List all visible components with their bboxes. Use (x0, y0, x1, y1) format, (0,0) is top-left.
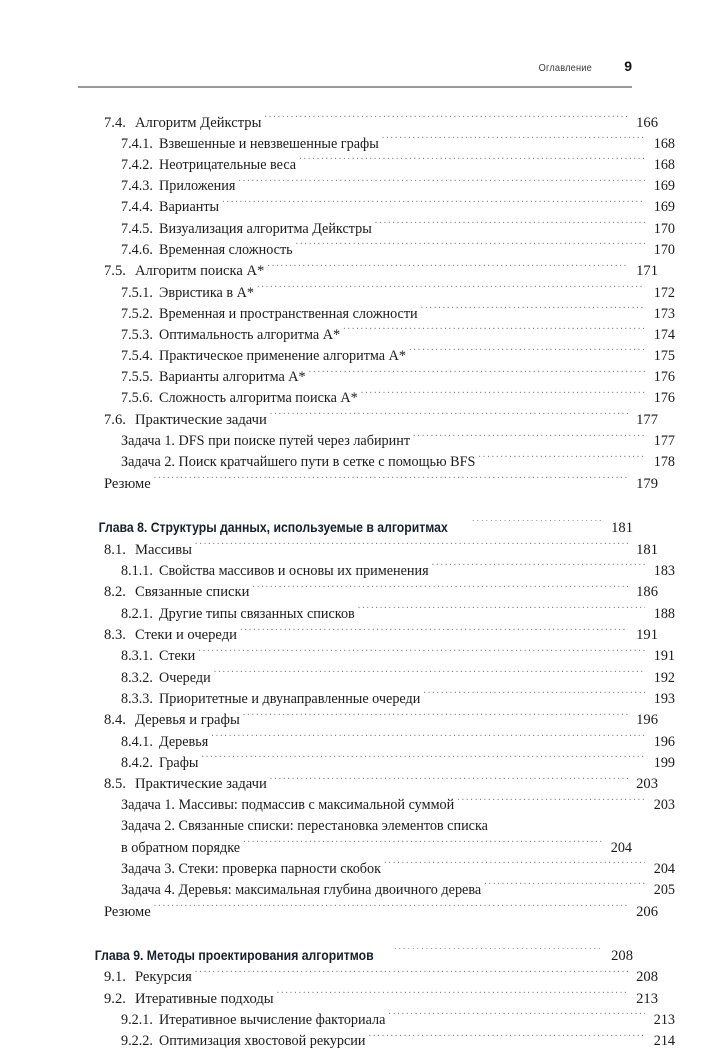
toc-entry[interactable] (121, 816, 632, 858)
dot-leader (267, 261, 628, 276)
toc-entry[interactable] (104, 539, 658, 561)
dot-leader (243, 837, 602, 851)
dot-leader (270, 774, 628, 789)
toc-entry-number: 7.5.6. (121, 390, 153, 407)
toc-page-number: 191 (636, 627, 658, 644)
toc-page-number: 205 (653, 882, 675, 899)
toc-page-number: 206 (636, 903, 658, 920)
toc-entry[interactable] (121, 880, 675, 901)
toc-page-number: 172 (653, 284, 675, 301)
toc-entry-title: Итеративные подходы (135, 990, 274, 1007)
toc-entry-number: 8.2.1. (121, 605, 153, 622)
toc-entry-title: Варианты алгоритма A* (159, 369, 306, 386)
toc-page-number: 204 (653, 860, 675, 877)
toc-entry-title: Временная сложность (159, 241, 293, 258)
dot-leader (264, 112, 628, 127)
dot-leader (369, 1031, 646, 1045)
dot-leader (394, 946, 603, 960)
dot-leader (252, 582, 628, 597)
toc-page-number: 191 (653, 648, 675, 665)
dot-leader (421, 304, 645, 318)
dot-leader (358, 603, 645, 617)
dot-leader (343, 325, 645, 339)
dot-leader (243, 710, 628, 725)
toc-page-number: 174 (653, 326, 675, 343)
toc-entry-number: 7.4.5. (121, 220, 153, 237)
section-spacer (78, 926, 632, 945)
toc-entry[interactable] (121, 346, 675, 367)
toc-entry-title: Неотрицательные веса (159, 156, 297, 173)
toc-page-number: 203 (653, 797, 675, 814)
toc-entry[interactable] (121, 388, 675, 409)
toc-entry[interactable] (121, 667, 675, 688)
toc-entry[interactable] (121, 431, 675, 452)
toc-entry-title: Практические задачи (135, 412, 267, 429)
toc-entry[interactable] (121, 282, 675, 303)
toc-entry-number: 8.5. (104, 776, 126, 793)
toc-page-number: 193 (653, 690, 675, 707)
toc-entry-title: Приоритетные и двунаправленные очереди (159, 690, 421, 707)
dot-leader (299, 155, 645, 169)
dot-leader (478, 452, 645, 466)
toc-entry[interactable] (104, 901, 658, 923)
toc-page-number: 178 (653, 454, 675, 471)
toc-entry-number: 8.3.1. (121, 648, 153, 665)
toc-page-number: 166 (636, 114, 658, 131)
toc-entry-number: 7.5. (104, 263, 126, 280)
toc-entry-number: 8.1. (104, 541, 126, 558)
toc-entry-number: 7.5.4. (121, 348, 153, 365)
toc-entry-number: 8.3. (104, 627, 126, 644)
dot-leader (423, 689, 645, 703)
toc-entry-title: Задача 3. Стеки: проверка парности скобок (121, 860, 382, 877)
dot-leader (375, 218, 645, 232)
toc-entry-number: 7.4.6. (121, 241, 153, 258)
toc-page-number: 168 (653, 135, 675, 152)
toc-chapter-title: Глава 9. Методы проектирования алгоритмов (94, 947, 374, 963)
toc-entry-title: Массивы (135, 541, 192, 558)
toc-chapter-title: Глава 8. Структуры данных, используемые в алгоритмах (98, 520, 448, 535)
toc-entry-number: 7.5.2. (121, 305, 153, 322)
toc-entry[interactable] (121, 134, 675, 155)
dot-leader (484, 880, 645, 894)
toc-entry[interactable] (121, 795, 675, 816)
toc-page-number: 213 (636, 990, 658, 1007)
dot-leader (384, 859, 645, 873)
toc-entry-title: Стеки и очереди (135, 627, 237, 644)
toc-entry[interactable] (121, 176, 675, 197)
dot-leader (270, 409, 628, 424)
toc-entry[interactable] (121, 859, 675, 880)
toc-entry-number: 9.2. (104, 990, 126, 1007)
dot-leader (198, 646, 645, 660)
toc-entry-title: Практическое применение алгоритма A* (159, 348, 406, 365)
toc-entry-title: Свойства массивов и основы их применения (159, 562, 429, 579)
toc-page-number: 170 (653, 241, 675, 258)
toc-entry-title: Временная и пространственная сложности (159, 305, 418, 322)
toc-page-number: 177 (653, 433, 675, 450)
toc-entry-title: Сложность алгоритма поиска A* (159, 390, 358, 407)
toc-page-number: 186 (636, 584, 658, 601)
dot-leader (413, 431, 645, 445)
running-head-page-number: 9 (624, 58, 632, 74)
table-of-contents (78, 112, 675, 1052)
toc-entry[interactable] (121, 218, 675, 239)
toc-entry-title: Графы (159, 754, 199, 771)
toc-entry-title: Резюме (104, 476, 151, 492)
dot-leader (214, 667, 645, 681)
toc-entry[interactable] (121, 603, 675, 624)
toc-entry-number: 7.5.5. (121, 369, 153, 386)
toc-entry-title: Задача 2. Поиск кратчайшего пути в сетке с помощью BFS (121, 454, 476, 471)
toc-page-number: 208 (611, 947, 633, 964)
toc-page-number: 203 (636, 776, 658, 793)
header-rule (78, 86, 632, 88)
toc-entry-number: 7.4.4. (121, 199, 153, 216)
toc-page-number: 208 (636, 969, 658, 986)
toc-entry[interactable] (121, 304, 675, 325)
dot-leader (222, 197, 645, 211)
toc-entry-number: 7.4.2. (121, 156, 153, 173)
toc-entry-title: Итеративное вычисление факториала (159, 1012, 386, 1028)
toc-entry[interactable] (104, 261, 658, 283)
toc-page-number: 183 (653, 562, 675, 579)
toc-page-number: 204 (610, 839, 632, 856)
toc-page-number: 213 (653, 1012, 675, 1028)
dot-leader (238, 176, 645, 190)
toc-entry-title: Оптимальность алгоритма A* (159, 326, 341, 343)
toc-page-number: 171 (636, 263, 658, 280)
toc-entry-title: Алгоритм поиска A* (135, 263, 265, 280)
toc-entry[interactable] (121, 689, 675, 710)
toc-entry-number: 8.4.2. (121, 754, 153, 771)
toc-page-number: 181 (611, 520, 633, 536)
toc-page-number: 175 (653, 348, 675, 365)
toc-entry[interactable] (121, 1010, 675, 1031)
toc-entry-title: Задача 1. Массивы: подмассив с максимальной суммой (121, 797, 455, 814)
toc-entry-title: Алгоритм Дейкстры (135, 114, 262, 131)
toc-page-number: 176 (653, 369, 675, 386)
toc-page-number: 177 (636, 412, 658, 429)
toc-entry-number: 7.4.1. (121, 135, 153, 152)
toc-entry-title: Рекурсия (135, 969, 192, 986)
dot-leader (154, 473, 628, 488)
toc-entry[interactable] (121, 561, 675, 582)
dot-leader (388, 1010, 645, 1024)
toc-entry-number: 7.4.3. (121, 178, 153, 195)
toc-entry-number: 7.5.3. (121, 326, 153, 343)
toc-page-number: 169 (653, 199, 675, 216)
toc-entry[interactable] (121, 197, 675, 218)
toc-entry[interactable] (121, 646, 675, 667)
dot-leader (472, 518, 603, 532)
toc-entry-number: 9.2.1. (121, 1012, 153, 1028)
running-head (78, 58, 632, 74)
toc-entry[interactable] (121, 367, 675, 388)
dot-leader (296, 240, 645, 254)
toc-entry-number: 8.3.2. (121, 669, 153, 686)
dot-leader (195, 967, 628, 982)
toc-entry-title: Стеки (159, 648, 196, 665)
toc-entry-title: Приложения (159, 178, 236, 195)
toc-entry-title: Связанные списки (135, 584, 250, 601)
toc-entry-title: Другие типы связанных списков (159, 605, 355, 622)
toc-page-number: 173 (653, 305, 675, 322)
toc-entry-number: 8.4.1. (121, 733, 153, 750)
toc-entry-title: Эвристика в A* (159, 284, 254, 301)
toc-page-number: 199 (653, 754, 675, 771)
toc-entry-number: 9.1. (104, 969, 126, 986)
dot-leader (201, 753, 645, 767)
toc-entry-line-2 (121, 837, 632, 858)
dot-leader (457, 795, 645, 809)
toc-page-number: 170 (653, 220, 675, 237)
dot-leader (257, 282, 645, 296)
dot-leader (154, 901, 628, 916)
toc-page-number: 181 (636, 541, 658, 558)
toc-entry[interactable] (104, 774, 658, 796)
toc-entry-title: Деревья (159, 733, 209, 750)
toc-entry-title: Оптимизация хвостовой рекурсии (159, 1033, 366, 1050)
toc-page-number: 168 (653, 156, 675, 173)
toc-page-number: 179 (636, 476, 658, 492)
toc-page-number: 176 (653, 390, 675, 407)
toc-page-number: 192 (653, 669, 675, 686)
toc-page-number: 196 (636, 712, 658, 729)
toc-entry-title: Визуализация алгоритма Дейкстры (159, 220, 372, 237)
toc-entry-title-line-1: Задача 2. Связанные списки: перестановка элементов списка (121, 818, 488, 835)
dot-leader (361, 388, 645, 402)
toc-entry-title: Задача 4. Деревья: максимальная глубина двоичного дерева (121, 882, 482, 899)
toc-entry[interactable] (104, 710, 658, 732)
toc-entry[interactable] (121, 240, 675, 261)
toc-entry-title: Варианты (159, 199, 220, 216)
toc-entry[interactable] (104, 409, 658, 431)
running-head-title: Оглавление (539, 62, 593, 74)
toc-entry-number: 8.4. (104, 712, 126, 729)
toc-entry-number: 8.3.3. (121, 690, 153, 707)
dot-leader (382, 134, 645, 148)
toc-entry[interactable] (121, 155, 675, 176)
toc-entry-number: 7.5.1. (121, 284, 153, 301)
toc-entry-title: Взвешенные и невзвешенные графы (159, 135, 379, 152)
dot-leader (211, 731, 645, 745)
dot-leader (409, 346, 645, 360)
toc-entry-number: 7.4. (104, 114, 126, 131)
toc-page-number: 214 (653, 1033, 675, 1050)
toc-entry-title: Деревья и графы (135, 712, 240, 729)
toc-entry-number: 7.6. (104, 412, 126, 429)
toc-entry-number: 8.1.1. (121, 562, 153, 579)
toc-entry-title: Резюме (104, 903, 151, 920)
toc-entry-title: Практические задачи (135, 776, 267, 793)
toc-entry-title: Очереди (159, 669, 211, 686)
dot-leader (240, 625, 628, 640)
toc-page-number: 188 (653, 605, 675, 622)
toc-entry-title-line-2: в обратном порядке (121, 839, 241, 856)
toc-entry-title: Задача 1. DFS при поиске путей через лабиринт (121, 433, 411, 450)
toc-chapter-entry[interactable] (79, 945, 633, 967)
toc-entry[interactable] (104, 582, 658, 604)
toc-entry[interactable] (104, 625, 658, 647)
toc-entry[interactable] (121, 325, 675, 346)
toc-entry[interactable] (121, 753, 675, 774)
toc-chapter-entry[interactable] (79, 517, 633, 539)
toc-entry[interactable] (104, 473, 658, 495)
toc-entry[interactable] (104, 988, 658, 1010)
toc-entry[interactable] (121, 1031, 675, 1052)
toc-entry[interactable] (104, 967, 658, 989)
dot-leader (432, 561, 645, 575)
dot-leader (195, 539, 628, 554)
toc-entry[interactable] (121, 452, 675, 473)
dot-leader (309, 367, 645, 381)
toc-page-number: 169 (653, 178, 675, 195)
toc-entry[interactable] (121, 731, 675, 752)
toc-entry[interactable] (104, 112, 658, 134)
toc-entry-number: 9.2.2. (121, 1033, 153, 1050)
section-spacer (78, 498, 632, 517)
toc-entry-number: 8.2. (104, 584, 126, 601)
toc-page-number: 196 (653, 733, 675, 750)
